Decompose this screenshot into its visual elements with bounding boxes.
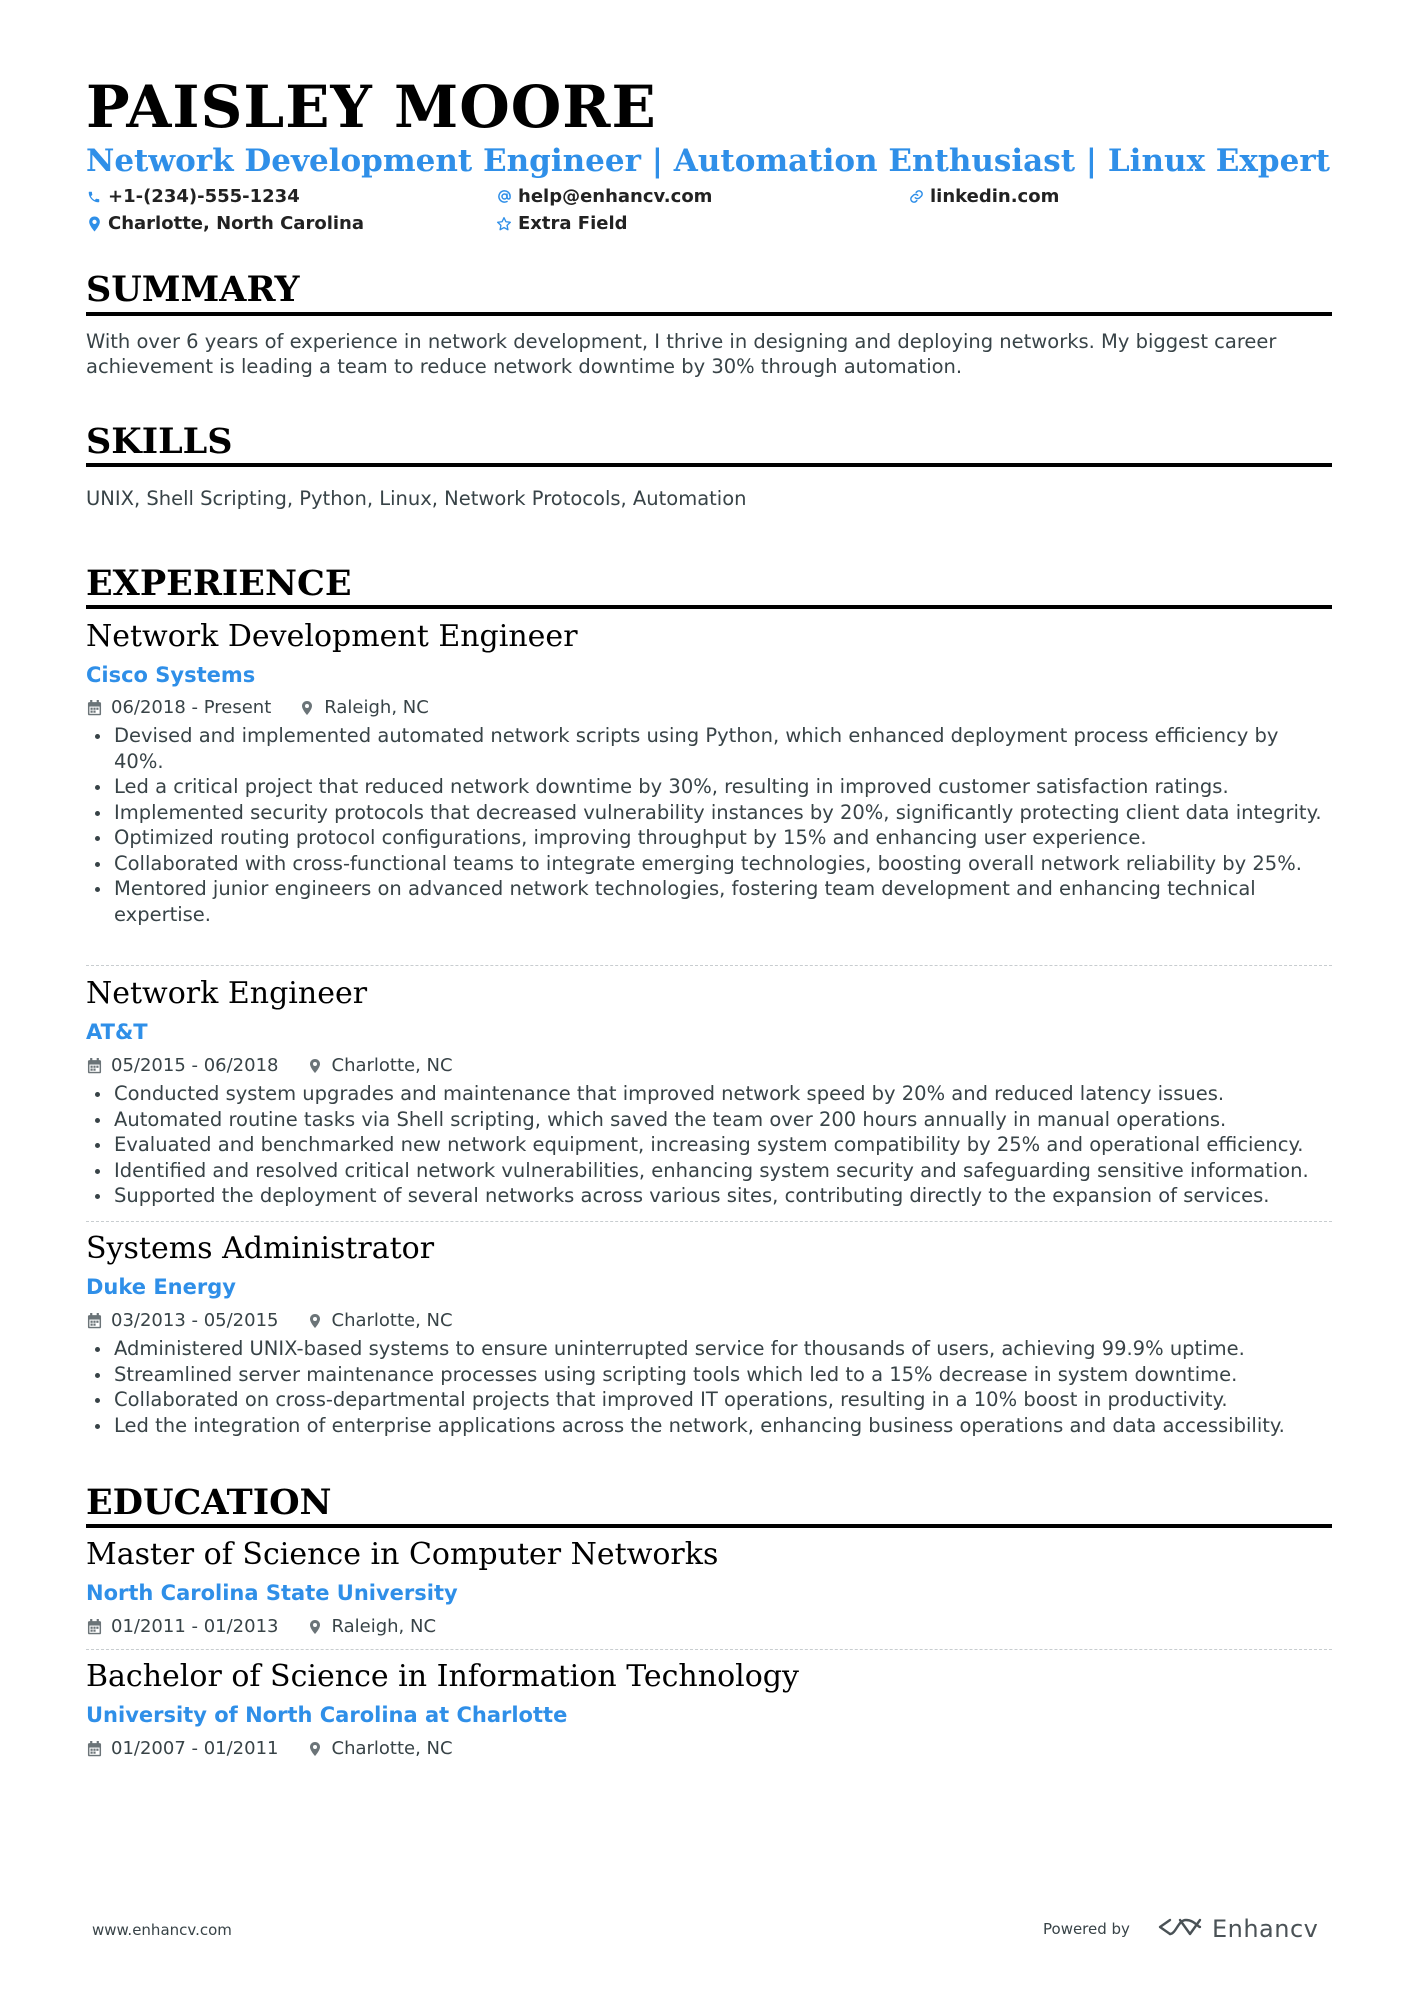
education-dates: 01/2011 - 01/2013 <box>111 1616 279 1637</box>
list-item: Streamlined server maintenance processes using scripting tools which led to a 15% decrease in system downtime. <box>86 1362 1332 1388</box>
phone-icon <box>86 188 102 206</box>
list-item: Optimized routing protocol configurations, improving throughput by 15% and enhancing user experience. <box>86 825 1332 851</box>
location-pin-icon <box>307 1312 323 1330</box>
list-item: Conducted system upgrades and maintenance that improved network speed by 20% and reduced latency issues. <box>86 1081 1332 1107</box>
job-location: Charlotte, NC <box>331 1310 453 1331</box>
experience-section-title: EXPERIENCE <box>86 563 352 604</box>
list-item: Collaborated on cross-departmental projects that improved IT operations, resulting in a 10% boost in productivity. <box>86 1387 1332 1413</box>
contact-location-text: Charlotte, North Carolina <box>108 213 364 234</box>
degree-title: Bachelor of Science in Information Technology <box>86 1659 799 1694</box>
contact-extra-text: Extra Field <box>518 213 628 234</box>
degree-title: Master of Science in Computer Networks <box>86 1537 719 1572</box>
education-section-title: EDUCATION <box>86 1482 332 1523</box>
entry-separator <box>86 1649 1332 1650</box>
contact-phone-text: +1-(234)-555-1234 <box>108 186 300 207</box>
education-meta <box>86 1738 453 1759</box>
footer-branding <box>1043 1915 1318 1943</box>
list-item: Evaluated and benchmarked new network equipment, increasing system compatibility by 25% and operational efficiency. <box>86 1132 1332 1158</box>
brand-name: Enhancv <box>1211 1915 1319 1943</box>
contact-linkedin-text: linkedin.com <box>930 186 1060 207</box>
location-pin-icon <box>307 1618 323 1636</box>
entry-separator <box>86 965 1332 966</box>
location-pin-icon <box>307 1057 323 1075</box>
summary-section-title: SUMMARY <box>86 269 300 310</box>
contact-phone[interactable] <box>86 186 300 207</box>
list-item: Implemented security protocols that decreased vulnerability instances by 20%, significantly protecting client data integrity. <box>86 800 1332 826</box>
location-pin-icon <box>299 699 315 717</box>
summary-text: With over 6 years of experience in network development, I thrive in designing and deploying networks. My biggest career achievement is leading a team to reduce network downtime by 30% through automation. <box>86 330 1277 378</box>
contact-email[interactable] <box>496 186 712 207</box>
school-name: University of North Carolina at Charlotte <box>86 1703 568 1727</box>
job-bullets <box>86 1336 1332 1438</box>
job-bullets <box>86 723 1332 927</box>
at-sign-icon <box>496 188 512 206</box>
summary-divider <box>86 312 1332 316</box>
calendar-icon <box>86 1740 102 1758</box>
link-icon <box>908 188 924 206</box>
job-meta <box>86 697 429 718</box>
entry-separator <box>86 1221 1332 1222</box>
job-title: Network Engineer <box>86 976 368 1011</box>
job-title: Network Development Engineer <box>86 619 578 654</box>
candidate-headline: Network Development Engineer | Automation Enthusiast | Linux Expert <box>86 143 1330 179</box>
job-bullets <box>86 1081 1332 1209</box>
job-dates: 06/2018 - Present <box>111 697 272 718</box>
powered-by-label: Powered by <box>1043 1920 1130 1938</box>
footer-website[interactable]: www.enhancv.com <box>92 1921 232 1939</box>
list-item: Led the integration of enterprise applications across the network, enhancing business operations and data accessibility. <box>86 1413 1332 1439</box>
contact-extra <box>496 213 628 234</box>
job-dates: 03/2013 - 05/2015 <box>111 1310 279 1331</box>
calendar-icon <box>86 1312 102 1330</box>
education-location: Charlotte, NC <box>331 1738 453 1759</box>
skills-divider <box>86 463 1332 467</box>
job-location: Charlotte, NC <box>331 1055 453 1076</box>
job-title: Systems Administrator <box>86 1231 435 1266</box>
list-item: Collaborated with cross-functional teams to integrate emerging technologies, boosting overall network reliability by 25%. <box>86 851 1332 877</box>
company-name: Duke Energy <box>86 1275 236 1299</box>
candidate-name: PAISLEY MOORE <box>86 73 657 141</box>
education-location: Raleigh, NC <box>331 1616 437 1637</box>
enhancv-logo-icon <box>1156 1915 1204 1943</box>
calendar-icon <box>86 1057 102 1075</box>
education-dates: 01/2007 - 01/2011 <box>111 1738 279 1759</box>
list-item: Devised and implemented automated network scripts using Python, which enhanced deployment process efficiency by 40%. <box>86 723 1332 774</box>
job-dates: 05/2015 - 06/2018 <box>111 1055 279 1076</box>
contact-location <box>86 213 364 234</box>
contact-linkedin[interactable] <box>908 186 1059 207</box>
calendar-icon <box>86 1618 102 1636</box>
calendar-icon <box>86 699 102 717</box>
list-item: Automated routine tasks via Shell scripting, which saved the team over 200 hours annually in manual operations. <box>86 1107 1332 1133</box>
skills-text: UNIX, Shell Scripting, Python, Linux, Network Protocols, Automation <box>86 487 747 510</box>
school-name: North Carolina State University <box>86 1581 458 1605</box>
list-item: Identified and resolved critical network vulnerabilities, enhancing system security and safeguarding sensitive information. <box>86 1158 1332 1184</box>
company-name: AT&T <box>86 1020 148 1044</box>
education-divider <box>86 1524 1332 1528</box>
company-name: Cisco Systems <box>86 663 256 687</box>
job-location: Raleigh, NC <box>324 697 429 718</box>
location-pin-icon <box>307 1740 323 1758</box>
experience-divider <box>86 605 1332 609</box>
list-item: Led a critical project that reduced network downtime by 30%, resulting in improved customer satisfaction ratings. <box>86 774 1332 800</box>
job-meta <box>86 1310 453 1331</box>
list-item: Supported the deployment of several networks across various sites, contributing directly to the expansion of services. <box>86 1183 1332 1209</box>
star-icon <box>496 215 512 233</box>
job-meta <box>86 1055 453 1076</box>
list-item: Administered UNIX-based systems to ensure uninterrupted service for thousands of users, achieving 99.9% uptime. <box>86 1336 1332 1362</box>
location-pin-icon <box>86 215 102 233</box>
education-meta <box>86 1616 436 1637</box>
skills-section-title: SKILLS <box>86 421 233 462</box>
list-item: Mentored junior engineers on advanced network technologies, fostering team development and enhancing technical expertise. <box>86 876 1332 927</box>
contact-email-text: help@enhancv.com <box>518 186 713 207</box>
